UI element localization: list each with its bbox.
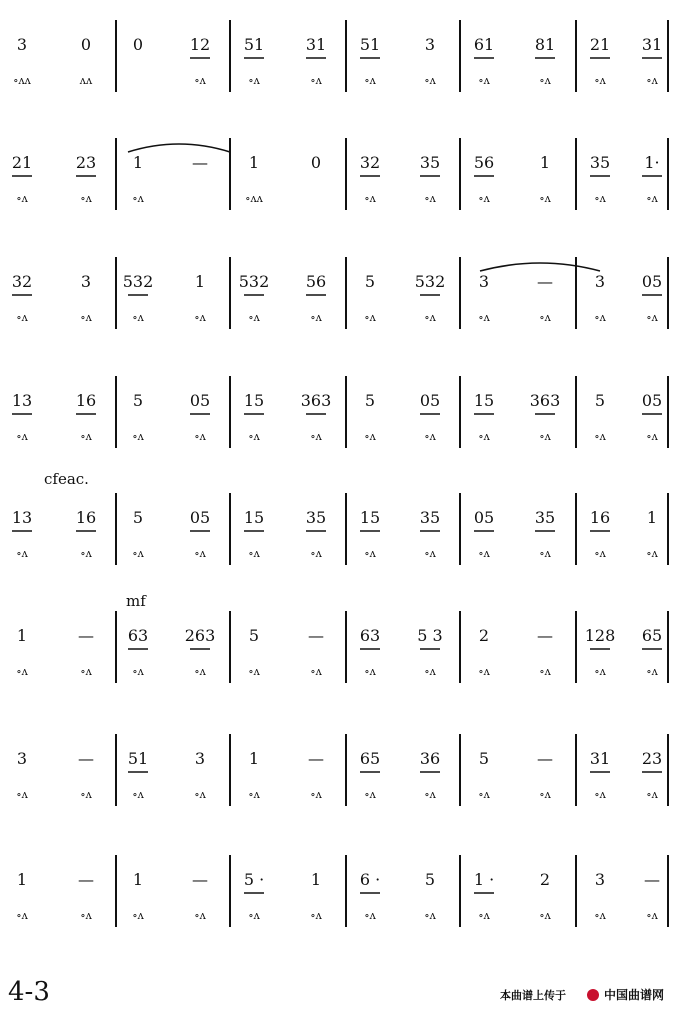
note-text: 363 xyxy=(529,391,561,410)
note-text: 1 xyxy=(16,626,28,645)
pedal-mark: ∘ʌ xyxy=(16,311,28,324)
note-text: 128 xyxy=(584,626,616,645)
pedal-mark: ∘ʌ xyxy=(539,192,551,205)
note-text: 5 3 xyxy=(417,626,443,645)
pedal-mark: ∘ʌ xyxy=(478,74,490,87)
pedal-mark: ∘ʌ xyxy=(424,192,436,205)
note-text: 3 xyxy=(424,35,436,54)
note-text: 3 xyxy=(478,272,490,291)
note-text: 3 xyxy=(80,272,92,291)
note-text: 1 xyxy=(310,870,322,889)
pedal-mark: ∘ʌ xyxy=(248,909,260,922)
pedal-mark: ∘ʌ xyxy=(594,74,606,87)
note-text: 15 xyxy=(243,508,265,527)
note-text: 1 xyxy=(16,870,28,889)
pedal-mark: ∘ʌ xyxy=(364,788,376,801)
note-text: 0 xyxy=(132,35,144,54)
dynamic-marking-mf: mf xyxy=(126,592,146,610)
pedal-mark: ∘ʌ xyxy=(594,788,606,801)
pedal-mark: ∘ʌ xyxy=(594,192,606,205)
slur-arc xyxy=(128,144,230,152)
pedal-mark: ∘ʌ xyxy=(364,909,376,922)
note-text: 16 xyxy=(75,391,97,410)
pedal-mark: ∘ʌ xyxy=(132,547,144,560)
note-text: — xyxy=(644,870,660,889)
pedal-mark: ∘ʌ xyxy=(80,430,92,443)
credit-site-name: 中国曲谱网 xyxy=(604,988,665,1002)
pedal-mark: ∘ʌ xyxy=(310,311,322,324)
note-text: 532 xyxy=(238,272,270,291)
pedal-mark: ∘ʌ xyxy=(310,430,322,443)
note-text: 1 xyxy=(132,153,144,172)
note-text: 1 xyxy=(539,153,551,172)
pedal-mark: ∘ʌ xyxy=(364,74,376,87)
pedal-mark: ∘ʌ xyxy=(594,665,606,678)
note-text: 32 xyxy=(11,272,33,291)
pedal-mark: ∘ʌ xyxy=(364,311,376,324)
note-text: 21 xyxy=(589,35,611,54)
note-text: 23 xyxy=(641,749,663,768)
note-text: 35 xyxy=(419,153,441,172)
pedal-mark: ∘ʌ xyxy=(646,665,658,678)
pedal-mark: ∘ʌ xyxy=(194,311,206,324)
note-text: 15 xyxy=(473,391,495,410)
pedal-mark: ∘ʌ xyxy=(194,909,206,922)
note-text: — xyxy=(308,626,324,645)
pedal-mark: ∘ʌ xyxy=(80,788,92,801)
note-text: 51 xyxy=(127,749,149,768)
note-text: 63 xyxy=(359,626,381,645)
note-text: 5 · xyxy=(243,870,265,889)
note-text: 21 xyxy=(11,153,33,172)
pedal-mark: ∘ʌ xyxy=(16,909,28,922)
pedal-mark: ∘ʌ xyxy=(364,547,376,560)
pedal-mark: ∘ʌ xyxy=(594,311,606,324)
note-text: 3 xyxy=(594,272,606,291)
note-text: 16 xyxy=(589,508,611,527)
page-number: 4-3 xyxy=(8,977,50,1007)
pedal-mark: ∘ʌ xyxy=(194,547,206,560)
pedal-mark: ∘ʌ xyxy=(646,909,658,922)
pedal-mark: ∘ʌ xyxy=(16,192,28,205)
note-text: 5 xyxy=(132,508,144,527)
pedal-mark: ∘ʌ xyxy=(194,788,206,801)
note-text: — xyxy=(537,626,553,645)
note-text: 63 xyxy=(127,626,149,645)
note-text: 5 xyxy=(478,749,490,768)
note-text: 1· xyxy=(644,153,660,172)
note-text: 5 xyxy=(364,272,376,291)
pedal-mark: ∘ʌ xyxy=(132,430,144,443)
pedal-mark: ∘ʌ xyxy=(646,547,658,560)
pedal-mark: ∘ʌ xyxy=(310,74,322,87)
pedal-mark: ∘ʌ xyxy=(594,909,606,922)
pedal-mark: ∘ʌ xyxy=(539,430,551,443)
pedal-mark: ∘ʌ xyxy=(310,547,322,560)
note-text: 65 xyxy=(359,749,381,768)
note-text: 3 xyxy=(594,870,606,889)
note-text: 1 · xyxy=(473,870,495,889)
pedal-mark: ∘ʌ xyxy=(424,909,436,922)
pedal-mark: ∘ʌ xyxy=(248,547,260,560)
pedal-mark: ∘ʌ xyxy=(80,192,92,205)
pedal-mark: ∘ʌ xyxy=(364,430,376,443)
pedal-mark: ∘ʌ xyxy=(539,547,551,560)
pedal-mark: ∘ʌ xyxy=(80,909,92,922)
pedal-mark: ∘ʌ xyxy=(132,665,144,678)
pedal-mark: ∘ʌ xyxy=(194,74,206,87)
note-text: 31 xyxy=(641,35,663,54)
score-row xyxy=(12,376,668,448)
pedal-mark: ∘ʌ xyxy=(248,311,260,324)
note-text: 1 xyxy=(194,272,206,291)
note-text: 61 xyxy=(473,35,495,54)
note-text: 363 xyxy=(300,391,332,410)
note-text: 5 xyxy=(424,870,436,889)
note-text: 532 xyxy=(122,272,154,291)
note-text: — xyxy=(192,870,208,889)
note-text: 51 xyxy=(243,35,265,54)
score-row xyxy=(16,611,668,683)
note-text: — xyxy=(537,272,553,291)
pedal-mark: ∘ʌ xyxy=(424,788,436,801)
pedal-mark: ∘ʌ xyxy=(646,74,658,87)
pedal-mark: ∘ʌ xyxy=(248,430,260,443)
note-text: 05 xyxy=(641,391,663,410)
note-text: 23 xyxy=(75,153,97,172)
pedal-mark: ∘ʌ xyxy=(646,192,658,205)
score-row xyxy=(12,138,668,210)
note-text: 16 xyxy=(75,508,97,527)
pedal-mark: ∘ʌ xyxy=(80,665,92,678)
pedal-mark: ∘ʌ xyxy=(478,430,490,443)
note-text: 1 xyxy=(248,153,260,172)
note-text: — xyxy=(78,870,94,889)
note-text: 81 xyxy=(534,35,556,54)
note-text: 1 xyxy=(646,508,658,527)
note-text: 6 · xyxy=(359,870,381,889)
note-text: — xyxy=(78,626,94,645)
score-row xyxy=(12,493,668,565)
pedal-mark: ∘ʌ xyxy=(539,311,551,324)
pedal-mark: ∘ʌ xyxy=(646,311,658,324)
pedal-mark: ∘ʌ xyxy=(310,665,322,678)
note-text: 0 xyxy=(80,35,92,54)
pedal-mark: ∘ʌ xyxy=(16,788,28,801)
note-text: 65 xyxy=(641,626,663,645)
pedal-mark: ∘ʌ xyxy=(539,74,551,87)
pedal-mark: ∘ʌ xyxy=(539,665,551,678)
site-logo-icon xyxy=(587,989,599,1001)
pedal-mark: ʌʌ xyxy=(79,74,93,87)
pedal-mark: ∘ʌ xyxy=(364,665,376,678)
note-text: 35 xyxy=(534,508,556,527)
note-text: 13 xyxy=(11,391,33,410)
note-text: 1 xyxy=(248,749,260,768)
pedal-mark: ∘ʌ xyxy=(16,430,28,443)
note-text: 263 xyxy=(184,626,216,645)
note-text: 2 xyxy=(478,626,490,645)
pedal-mark: ∘ʌ xyxy=(424,74,436,87)
note-text: 3 xyxy=(194,749,206,768)
pedal-mark: ∘ʌ xyxy=(16,547,28,560)
pedal-mark: ∘ʌ xyxy=(194,665,206,678)
pedal-mark: ∘ʌ xyxy=(646,788,658,801)
pedal-mark: ∘ʌ xyxy=(310,909,322,922)
pedal-mark: ∘ʌ xyxy=(424,547,436,560)
note-text: 12 xyxy=(189,35,211,54)
note-text: — xyxy=(78,749,94,768)
note-text: — xyxy=(308,749,324,768)
note-text: 05 xyxy=(419,391,441,410)
note-text: 2 xyxy=(539,870,551,889)
pedal-mark: ∘ʌ xyxy=(132,788,144,801)
pedal-mark: ∘ʌ xyxy=(646,430,658,443)
pedal-mark: ∘ʌ xyxy=(424,311,436,324)
note-text: 51 xyxy=(359,35,381,54)
note-text: 36 xyxy=(419,749,441,768)
note-text: 35 xyxy=(589,153,611,172)
pedal-mark: ∘ʌ xyxy=(194,430,206,443)
site-credit xyxy=(500,987,664,1002)
pedal-mark: ∘ʌʌ xyxy=(13,74,31,87)
note-text: 0 xyxy=(310,153,322,172)
slur-arc xyxy=(480,263,600,271)
note-text: 05 xyxy=(189,508,211,527)
pedal-mark: ∘ʌ xyxy=(478,665,490,678)
pedal-mark: ∘ʌ xyxy=(424,665,436,678)
note-text: 1 xyxy=(132,870,144,889)
pedal-mark: ∘ʌ xyxy=(424,430,436,443)
pedal-mark: ∘ʌ xyxy=(478,788,490,801)
note-text: 31 xyxy=(305,35,327,54)
pedal-mark: ∘ʌ xyxy=(132,311,144,324)
note-text: 5 xyxy=(132,391,144,410)
pedal-mark: ∘ʌ xyxy=(310,788,322,801)
pedal-mark: ∘ʌ xyxy=(594,430,606,443)
note-text: 15 xyxy=(359,508,381,527)
pedal-mark: ∘ʌ xyxy=(132,192,144,205)
note-text: 32 xyxy=(359,153,381,172)
pedal-mark: ∘ʌ xyxy=(478,547,490,560)
credit-uploaded-text: 本曲谱上传于 xyxy=(500,989,566,1002)
note-text: 05 xyxy=(641,272,663,291)
pedal-mark: ∘ʌ xyxy=(539,909,551,922)
score-row xyxy=(16,855,668,927)
note-text: 13 xyxy=(11,508,33,527)
note-text: — xyxy=(192,153,208,172)
pedal-mark: ∘ʌ xyxy=(594,547,606,560)
note-text: 532 xyxy=(414,272,446,291)
pedal-mark: ∘ʌ xyxy=(478,311,490,324)
note-text: — xyxy=(537,749,553,768)
pedal-mark: ∘ʌ xyxy=(478,192,490,205)
score-row xyxy=(13,20,668,92)
note-text: 05 xyxy=(189,391,211,410)
pedal-mark: ∘ʌ xyxy=(80,547,92,560)
pedal-mark: ∘ʌ xyxy=(248,788,260,801)
crescendo-marking: cfeac. xyxy=(44,470,89,488)
note-text: 5 xyxy=(594,391,606,410)
pedal-mark: ∘ʌ xyxy=(132,909,144,922)
pedal-mark: ∘ʌ xyxy=(80,311,92,324)
note-text: 5 xyxy=(364,391,376,410)
pedal-mark: ∘ʌ xyxy=(248,74,260,87)
pedal-mark: ∘ʌ xyxy=(16,665,28,678)
note-text: 3 xyxy=(16,35,28,54)
pedal-mark: ∘ʌ xyxy=(539,788,551,801)
note-text: 31 xyxy=(589,749,611,768)
note-text: 35 xyxy=(419,508,441,527)
pedal-mark: ∘ʌ xyxy=(248,665,260,678)
note-text: 5 xyxy=(248,626,260,645)
note-text: 3 xyxy=(16,749,28,768)
note-text: 15 xyxy=(243,391,265,410)
pedal-mark: ∘ʌʌ xyxy=(245,192,263,205)
score-row xyxy=(12,257,668,329)
score-row xyxy=(16,734,668,806)
pedal-mark: ∘ʌ xyxy=(364,192,376,205)
note-text: 35 xyxy=(305,508,327,527)
note-text: 05 xyxy=(473,508,495,527)
note-text: 56 xyxy=(473,153,495,172)
note-text: 56 xyxy=(305,272,327,291)
pedal-mark: ∘ʌ xyxy=(478,909,490,922)
